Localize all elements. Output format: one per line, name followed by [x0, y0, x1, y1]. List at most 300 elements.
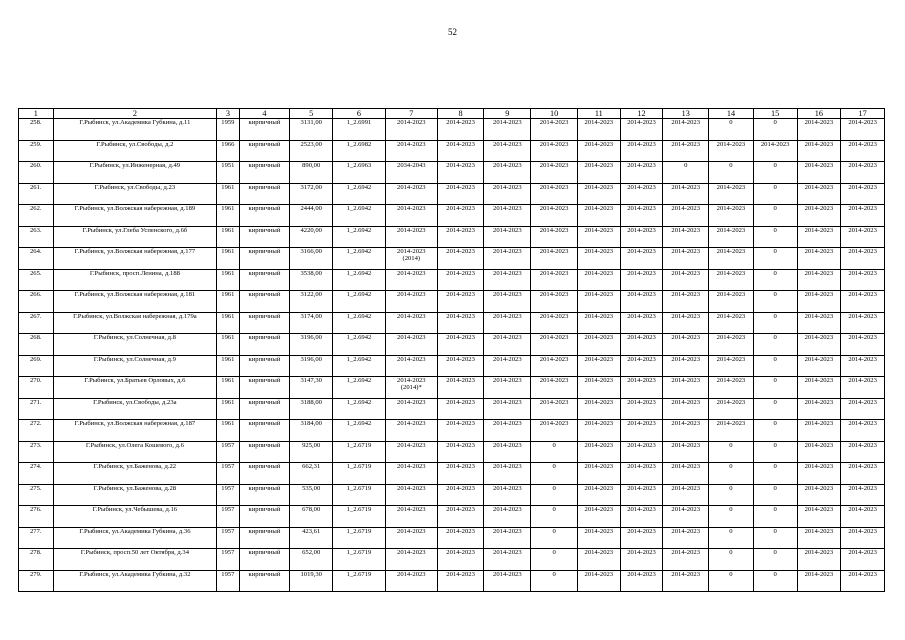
code-cell: 1_2.6719 — [333, 549, 386, 571]
period-cell-col-11: 2014-2023 — [577, 484, 620, 506]
address-cell: Г.Рыбинск, ул.Академика Губкина, д.11 — [53, 119, 217, 141]
period-cell-col-9: 2014-2023 — [484, 162, 531, 184]
period-cell-col-17: 2014-2023 — [841, 248, 885, 270]
period-cell-col-12: 2014-2023 — [620, 291, 663, 313]
column-header-9: 9 — [484, 109, 531, 119]
code-cell: 1_2.6991 — [333, 119, 386, 141]
period-cell-col-14: 2014-2023 — [709, 377, 754, 399]
code-cell: 1_2.6942 — [333, 398, 386, 420]
code-cell: 1_2.6719 — [333, 570, 386, 592]
row-number: 264. — [19, 248, 54, 270]
column-header-8: 8 — [437, 109, 484, 119]
year-cell: 1961 — [217, 334, 239, 356]
material-cell: кирпичный — [239, 355, 290, 377]
period-cell-col-15: 0 — [753, 398, 797, 420]
table-row — [19, 205, 885, 227]
column-header-7: 7 — [385, 109, 437, 119]
table-row — [19, 355, 885, 377]
period-cell-col-15: 0 — [753, 527, 797, 549]
year-cell: 1957 — [217, 506, 239, 528]
period-cell-col-10: 2014-2023 — [531, 269, 578, 291]
address-cell: Г.Рыбинск, ул.Инженерная, д.49 — [53, 162, 217, 184]
address-cell: Г.Рыбинск, ул.Свободы, д.23а — [53, 398, 217, 420]
period-cell-col-16: 2014-2023 — [797, 463, 841, 485]
period-cell-col-9: 2014-2023 — [484, 334, 531, 356]
period-cell-col-15: 0 — [753, 355, 797, 377]
period-cell-col-8: 2014-2023 — [437, 398, 484, 420]
row-number: 278. — [19, 549, 54, 571]
material-cell: кирпичный — [239, 312, 290, 334]
period-cell-col-9: 2014-2023 — [484, 119, 531, 141]
period-cell-col-12: 2014-2023 — [620, 377, 663, 399]
year-cell: 1961 — [217, 398, 239, 420]
period-cell-col-8: 2014-2023 — [437, 334, 484, 356]
code-cell: 1_2.6942 — [333, 377, 386, 399]
table-row — [19, 269, 885, 291]
period-cell-col-11: 2014-2023 — [577, 248, 620, 270]
period-cell-col-16: 2014-2023 — [797, 119, 841, 141]
period-cell-col-12: 2014-2023 — [620, 398, 663, 420]
period-cell-col-10: 0 — [531, 484, 578, 506]
period-cell-col-10: 2014-2023 — [531, 398, 578, 420]
code-cell: 1_2.6963 — [333, 162, 386, 184]
period-cell-col-17: 2014-2023 — [841, 527, 885, 549]
column-header-2: 2 — [53, 109, 217, 119]
period-cell-col-8: 2014-2023 — [437, 140, 484, 162]
period-cell-col-8: 2014-2023 — [437, 484, 484, 506]
material-cell: кирпичный — [239, 377, 290, 399]
code-cell: 1_2.6982 — [333, 140, 386, 162]
period-cell-col-15: 0 — [753, 291, 797, 313]
period-cell-col-10: 2014-2023 — [531, 183, 578, 205]
period-cell-col-14: 2014-2023 — [709, 269, 754, 291]
period-cell-col-11: 2014-2023 — [577, 183, 620, 205]
period-cell-col-17: 2014-2023 — [841, 291, 885, 313]
period-cell-col-13: 2014-2023 — [663, 549, 709, 571]
period-cell-col-7: 2014-2023 — [385, 527, 437, 549]
period-cell-col-12: 2014-2023 — [620, 162, 663, 184]
code-cell: 1_2.6942 — [333, 334, 386, 356]
area-cell: 3122,00 — [290, 291, 333, 313]
period-cell-col-9: 2014-2023 — [484, 377, 531, 399]
period-cell-col-11: 2014-2023 — [577, 527, 620, 549]
housing-table — [18, 108, 885, 592]
area-cell: 3184,00 — [290, 420, 333, 442]
area-cell: 3188,00 — [290, 398, 333, 420]
area-cell: 925,00 — [290, 441, 333, 463]
area-cell: 662,31 — [290, 463, 333, 485]
period-cell-col-11: 2014-2023 — [577, 205, 620, 227]
period-cell-col-8: 2014-2023 — [437, 269, 484, 291]
address-cell: Г.Рыбинск, ул.Солнечная, д.9 — [53, 355, 217, 377]
period-cell-col-11: 2014-2023 — [577, 355, 620, 377]
code-cell: 1_2.6942 — [333, 291, 386, 313]
period-cell-col-17: 2014-2023 — [841, 398, 885, 420]
row-number: 275. — [19, 484, 54, 506]
period-cell-col-10: 2014-2023 — [531, 205, 578, 227]
row-number: 270. — [19, 377, 54, 399]
address-cell: Г.Рыбинск, ул.Волжская набережная, д.177 — [53, 248, 217, 270]
period-cell-col-13: 2014-2023 — [663, 269, 709, 291]
material-cell: кирпичный — [239, 226, 290, 248]
period-cell-col-17: 2014-2023 — [841, 377, 885, 399]
period-cell-col-8: 2014-2023 — [437, 527, 484, 549]
period-cell-col-14: 0 — [709, 549, 754, 571]
period-cell-col-12: 2014-2023 — [620, 570, 663, 592]
period-cell-col-12: 2014-2023 — [620, 248, 663, 270]
column-header-14: 14 — [709, 109, 754, 119]
table-row — [19, 420, 885, 442]
period-cell-col-9: 2014-2023 — [484, 549, 531, 571]
row-number: 262. — [19, 205, 54, 227]
material-cell: кирпичный — [239, 441, 290, 463]
code-cell: 1_2.6942 — [333, 248, 386, 270]
period-cell-col-12: 2014-2023 — [620, 183, 663, 205]
material-cell: кирпичный — [239, 420, 290, 442]
material-cell: кирпичный — [239, 484, 290, 506]
code-cell: 1_2.6719 — [333, 506, 386, 528]
period-cell-col-9: 2014-2023 — [484, 506, 531, 528]
address-cell: Г.Рыбинск, ул.Братьев Орловых, д.6 — [53, 377, 217, 399]
area-cell: 652,00 — [290, 549, 333, 571]
material-cell: кирпичный — [239, 140, 290, 162]
code-cell: 1_2.6942 — [333, 312, 386, 334]
year-cell: 1957 — [217, 484, 239, 506]
year-cell: 1959 — [217, 119, 239, 141]
period-cell-col-7: 2014-2023 — [385, 420, 437, 442]
period-cell-col-12: 2014-2023 — [620, 355, 663, 377]
period-cell-col-9: 2014-2023 — [484, 248, 531, 270]
area-cell: 3174,00 — [290, 312, 333, 334]
table-row — [19, 183, 885, 205]
period-cell-col-9: 2014-2023 — [484, 398, 531, 420]
period-cell-col-16: 2014-2023 — [797, 183, 841, 205]
address-cell: Г.Рыбинск, ул.Свободы, д.2 — [53, 140, 217, 162]
period-cell-col-7: 2034-2043 — [385, 162, 437, 184]
period-cell-col-7: 2014-2023 — [385, 183, 437, 205]
period-cell-col-14: 0 — [709, 484, 754, 506]
year-cell: 1961 — [217, 205, 239, 227]
period-cell-col-16: 2014-2023 — [797, 570, 841, 592]
column-header-16: 16 — [797, 109, 841, 119]
period-cell-col-13: 2014-2023 — [663, 205, 709, 227]
period-cell-col-9: 2014-2023 — [484, 527, 531, 549]
material-cell: кирпичный — [239, 119, 290, 141]
row-number: 276. — [19, 506, 54, 528]
period-cell-col-16: 2014-2023 — [797, 226, 841, 248]
address-cell: Г.Рыбинск, ул.Чебышева, д.16 — [53, 506, 217, 528]
period-cell-col-17: 2014-2023 — [841, 334, 885, 356]
period-cell-col-12: 2014-2023 — [620, 549, 663, 571]
row-number: 263. — [19, 226, 54, 248]
period-cell-col-14: 2014-2023 — [709, 205, 754, 227]
period-cell-col-16: 2014-2023 — [797, 291, 841, 313]
period-cell-col-11: 2014-2023 — [577, 398, 620, 420]
period-cell-col-9: 2014-2023 — [484, 420, 531, 442]
period-cell-col-10: 2014-2023 — [531, 420, 578, 442]
table-row — [19, 334, 885, 356]
period-cell-col-17: 2014-2023 — [841, 441, 885, 463]
year-cell: 1961 — [217, 312, 239, 334]
period-cell-col-16: 2014-2023 — [797, 140, 841, 162]
period-cell-col-11: 2014-2023 — [577, 140, 620, 162]
column-header-13: 13 — [663, 109, 709, 119]
period-cell-col-14: 2014-2023 — [709, 420, 754, 442]
area-cell: 423,61 — [290, 527, 333, 549]
period-cell-col-16: 2014-2023 — [797, 398, 841, 420]
period-cell-col-15: 0 — [753, 269, 797, 291]
address-cell: Г.Рыбинск, ул.Академика Губкина, д.32 — [53, 570, 217, 592]
period-cell-col-13: 2014-2023 — [663, 312, 709, 334]
year-cell: 1957 — [217, 570, 239, 592]
period-cell-col-13: 2014-2023 — [663, 506, 709, 528]
period-cell-col-10: 2014-2023 — [531, 248, 578, 270]
period-cell-col-17: 2014-2023 — [841, 269, 885, 291]
code-cell: 1_2.6942 — [333, 355, 386, 377]
period-cell-col-9: 2014-2023 — [484, 140, 531, 162]
period-cell-col-13: 2014-2023 — [663, 441, 709, 463]
table-row — [19, 248, 885, 270]
period-cell-col-17: 2014-2023 — [841, 570, 885, 592]
period-cell-col-14: 2014-2023 — [709, 398, 754, 420]
period-cell-col-15: 0 — [753, 226, 797, 248]
period-cell-col-7: 2014-2023 (2014) — [385, 248, 437, 270]
column-header-10: 10 — [531, 109, 578, 119]
year-cell: 1957 — [217, 441, 239, 463]
period-cell-col-10: 0 — [531, 441, 578, 463]
period-cell-col-15: 0 — [753, 549, 797, 571]
table-row — [19, 140, 885, 162]
period-cell-col-15: 0 — [753, 119, 797, 141]
period-cell-col-11: 2014-2023 — [577, 463, 620, 485]
period-cell-col-16: 2014-2023 — [797, 377, 841, 399]
period-cell-col-8: 2014-2023 — [437, 119, 484, 141]
material-cell: кирпичный — [239, 549, 290, 571]
period-cell-col-13: 2014-2023 — [663, 484, 709, 506]
area-cell: 2523,00 — [290, 140, 333, 162]
material-cell: кирпичный — [239, 248, 290, 270]
period-cell-col-15: 0 — [753, 334, 797, 356]
period-cell-col-7: 2014-2023 — [385, 312, 437, 334]
period-cell-col-14: 2014-2023 — [709, 183, 754, 205]
period-cell-col-8: 2014-2023 — [437, 312, 484, 334]
area-cell: 3131,00 — [290, 119, 333, 141]
period-cell-col-9: 2014-2023 — [484, 226, 531, 248]
column-header-11: 11 — [577, 109, 620, 119]
year-cell: 1951 — [217, 162, 239, 184]
period-cell-col-13: 2014-2023 — [663, 291, 709, 313]
period-cell-col-7: 2014-2023 — [385, 291, 437, 313]
year-cell: 1961 — [217, 355, 239, 377]
address-cell: Г.Рыбинск, просп.50 лет Октября, д.34 — [53, 549, 217, 571]
period-cell-col-17: 2014-2023 — [841, 420, 885, 442]
period-cell-col-7: 2014-2023 — [385, 140, 437, 162]
period-cell-col-14: 0 — [709, 463, 754, 485]
period-cell-col-11: 2014-2023 — [577, 269, 620, 291]
period-cell-col-13: 2014-2023 — [663, 119, 709, 141]
table-row — [19, 398, 885, 420]
period-cell-col-13: 0 — [663, 162, 709, 184]
period-cell-col-16: 2014-2023 — [797, 527, 841, 549]
period-cell-col-8: 2014-2023 — [437, 355, 484, 377]
period-cell-col-13: 2014-2023 — [663, 527, 709, 549]
period-cell-col-10: 2014-2023 — [531, 162, 578, 184]
period-cell-col-13: 2014-2023 — [663, 463, 709, 485]
period-cell-col-7: 2014-2023 — [385, 441, 437, 463]
row-number: 272. — [19, 420, 54, 442]
material-cell: кирпичный — [239, 398, 290, 420]
table-row — [19, 570, 885, 592]
year-cell: 1961 — [217, 377, 239, 399]
period-cell-col-9: 2014-2023 — [484, 484, 531, 506]
period-cell-col-10: 0 — [531, 549, 578, 571]
period-cell-col-15: 0 — [753, 570, 797, 592]
period-cell-col-16: 2014-2023 — [797, 506, 841, 528]
period-cell-col-7: 2014-2023 — [385, 398, 437, 420]
period-cell-col-9: 2014-2023 — [484, 355, 531, 377]
material-cell: кирпичный — [239, 269, 290, 291]
year-cell: 1961 — [217, 420, 239, 442]
row-number: 260. — [19, 162, 54, 184]
period-cell-col-10: 2014-2023 — [531, 377, 578, 399]
period-cell-col-14: 2014-2023 — [709, 291, 754, 313]
column-header-12: 12 — [620, 109, 663, 119]
row-number: 279. — [19, 570, 54, 592]
period-cell-col-14: 0 — [709, 162, 754, 184]
period-cell-col-9: 2014-2023 — [484, 570, 531, 592]
period-cell-col-14: 2014-2023 — [709, 248, 754, 270]
period-cell-col-15: 0 — [753, 441, 797, 463]
period-cell-col-16: 2014-2023 — [797, 549, 841, 571]
material-cell: кирпичный — [239, 205, 290, 227]
area-cell: 1019,30 — [290, 570, 333, 592]
period-cell-col-10: 2014-2023 — [531, 334, 578, 356]
area-cell: 535,00 — [290, 484, 333, 506]
period-cell-col-9: 2014-2023 — [484, 441, 531, 463]
period-cell-col-17: 2014-2023 — [841, 506, 885, 528]
table-row — [19, 463, 885, 485]
period-cell-col-10: 0 — [531, 463, 578, 485]
period-cell-col-11: 2014-2023 — [577, 162, 620, 184]
period-cell-col-16: 2014-2023 — [797, 205, 841, 227]
row-number: 269. — [19, 355, 54, 377]
period-cell-col-14: 0 — [709, 527, 754, 549]
period-cell-col-11: 2014-2023 — [577, 506, 620, 528]
table-row — [19, 162, 885, 184]
row-number: 261. — [19, 183, 54, 205]
row-number: 273. — [19, 441, 54, 463]
address-cell: Г.Рыбинск, ул.Волжская набережная, д.179а — [53, 312, 217, 334]
period-cell-col-12: 2014-2023 — [620, 463, 663, 485]
period-cell-col-15: 0 — [753, 506, 797, 528]
address-cell: Г.Рыбинск, ул.Свободы, д.23 — [53, 183, 217, 205]
code-cell: 1_2.6719 — [333, 484, 386, 506]
year-cell: 1957 — [217, 463, 239, 485]
period-cell-col-14: 2014-2023 — [709, 312, 754, 334]
address-cell: Г.Рыбинск, ул.Глеба Успенского, д.6б — [53, 226, 217, 248]
period-cell-col-17: 2014-2023 — [841, 183, 885, 205]
period-cell-col-8: 2014-2023 — [437, 205, 484, 227]
period-cell-col-15: 0 — [753, 183, 797, 205]
period-cell-col-12: 2014-2023 — [620, 140, 663, 162]
period-cell-col-7: 2014-2023 — [385, 119, 437, 141]
column-header-1: 1 — [19, 109, 54, 119]
period-cell-col-16: 2014-2023 — [797, 484, 841, 506]
address-cell: Г.Рыбинск, ул.Волжская набережная, д.187 — [53, 420, 217, 442]
period-cell-col-15: 0 — [753, 205, 797, 227]
year-cell: 1961 — [217, 248, 239, 270]
period-cell-col-17: 2014-2023 — [841, 312, 885, 334]
period-cell-col-17: 2014-2023 — [841, 162, 885, 184]
period-cell-col-11: 2014-2023 — [577, 119, 620, 141]
year-cell: 1961 — [217, 291, 239, 313]
row-number: 274. — [19, 463, 54, 485]
material-cell: кирпичный — [239, 527, 290, 549]
column-header-6: 6 — [333, 109, 386, 119]
period-cell-col-16: 2014-2023 — [797, 162, 841, 184]
code-cell: 1_2.6942 — [333, 183, 386, 205]
area-cell: 3172,00 — [290, 183, 333, 205]
column-header-4: 4 — [239, 109, 290, 119]
period-cell-col-12: 2014-2023 — [620, 269, 663, 291]
period-cell-col-13: 2014-2023 — [663, 226, 709, 248]
year-cell: 1966 — [217, 140, 239, 162]
material-cell: кирпичный — [239, 570, 290, 592]
table-row — [19, 226, 885, 248]
period-cell-col-9: 2014-2023 — [484, 205, 531, 227]
period-cell-col-8: 2014-2023 — [437, 291, 484, 313]
period-cell-col-16: 2014-2023 — [797, 312, 841, 334]
year-cell: 1957 — [217, 549, 239, 571]
period-cell-col-17: 2014-2023 — [841, 119, 885, 141]
period-cell-col-9: 2014-2023 — [484, 312, 531, 334]
period-cell-col-15: 0 — [753, 420, 797, 442]
table-row — [19, 377, 885, 399]
period-cell-col-14: 2014-2023 — [709, 226, 754, 248]
period-cell-col-7: 2014-2023 (2014)* — [385, 377, 437, 399]
period-cell-col-14: 2014-2023 — [709, 334, 754, 356]
material-cell: кирпичный — [239, 463, 290, 485]
period-cell-col-12: 2014-2023 — [620, 420, 663, 442]
period-cell-col-11: 2014-2023 — [577, 226, 620, 248]
period-cell-col-16: 2014-2023 — [797, 441, 841, 463]
material-cell: кирпичный — [239, 291, 290, 313]
row-number: 258. — [19, 119, 54, 141]
address-cell: Г.Рыбинск, просп.Ленина, д.188 — [53, 269, 217, 291]
area-cell: 3196,00 — [290, 334, 333, 356]
code-cell: 1_2.6719 — [333, 527, 386, 549]
period-cell-col-7: 2014-2023 — [385, 506, 437, 528]
row-number: 271. — [19, 398, 54, 420]
period-cell-col-12: 2014-2023 — [620, 527, 663, 549]
period-cell-col-12: 2014-2023 — [620, 506, 663, 528]
table-row — [19, 506, 885, 528]
year-cell: 1957 — [217, 527, 239, 549]
area-cell: 4220,00 — [290, 226, 333, 248]
period-cell-col-8: 2014-2023 — [437, 162, 484, 184]
period-cell-col-15: 2014-2023 — [753, 140, 797, 162]
address-cell: Г.Рыбинск, ул.Волжская набережная, д.189 — [53, 205, 217, 227]
period-cell-col-12: 2014-2023 — [620, 334, 663, 356]
row-number: 267. — [19, 312, 54, 334]
address-cell: Г.Рыбинск, ул.Академика Губкина, д.36 — [53, 527, 217, 549]
period-cell-col-13: 2014-2023 — [663, 420, 709, 442]
period-cell-col-14: 0 — [709, 570, 754, 592]
code-cell: 1_2.6719 — [333, 463, 386, 485]
period-cell-col-14: 0 — [709, 441, 754, 463]
period-cell-col-7: 2014-2023 — [385, 205, 437, 227]
period-cell-col-16: 2014-2023 — [797, 248, 841, 270]
